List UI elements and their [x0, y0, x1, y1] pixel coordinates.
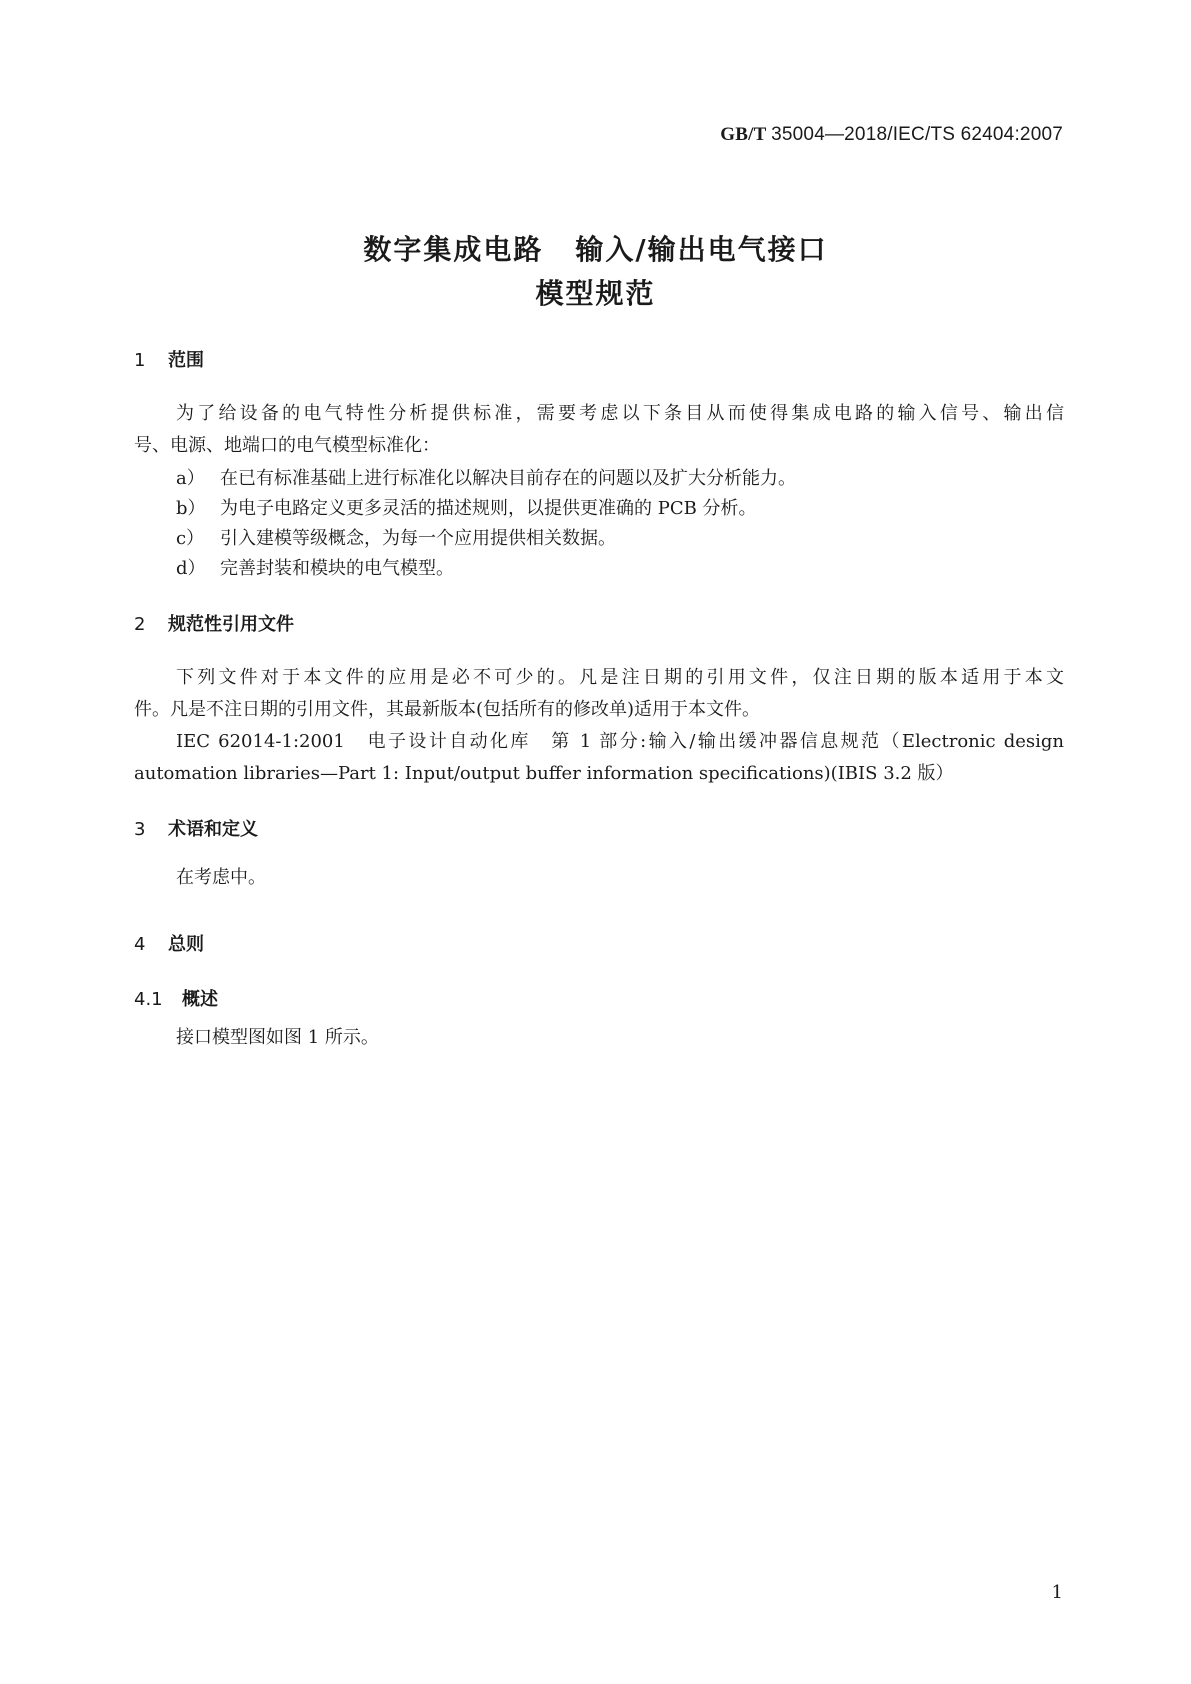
list-item — [176, 464, 796, 490]
section-1-paragraph — [134, 398, 1064, 462]
section-3-title: 术语和定义 — [168, 819, 258, 840]
section-1-paragraph-line1: 为了给设备的电气特性分析提供标准，需要考虑以下条目从而使得集成电路的输入信号、输出信 — [176, 403, 1064, 424]
section-3-paragraph-text: 在考虑中。 — [176, 867, 266, 888]
list-item-mark: b） — [176, 498, 206, 519]
section-2-heading — [134, 610, 294, 636]
section-3-paragraph — [134, 862, 1064, 894]
list-item-mark: d） — [176, 558, 206, 579]
document-subtitle — [0, 272, 1191, 312]
list-item-mark: a） — [176, 468, 205, 489]
section-4-heading — [134, 930, 204, 956]
list-item-text: 引入建模等级概念，为每一个应用提供相关数据。 — [220, 528, 616, 549]
section-4-1-paragraph — [134, 1022, 1064, 1054]
section-2-paragraph-line2: 件。凡是不注日期的引用文件，其最新版本(包括所有的修改单)适用于本文件。 — [134, 699, 761, 720]
standard-code-prefix: GB/T — [720, 124, 767, 145]
section-4-title: 总则 — [168, 934, 204, 955]
section-3-number: 3 — [134, 819, 146, 840]
title-line1-right: 输入/输出电气接口 — [575, 233, 828, 266]
standard-code — [720, 124, 1063, 146]
section-2-reference — [134, 726, 1064, 790]
list-item-text: 为电子电路定义更多灵活的描述规则，以提供更准确的 PCB 分析。 — [220, 498, 757, 519]
title-line2: 模型规范 — [535, 277, 656, 310]
section-2-paragraph-line1: 下列文件对于本文件的应用是必不可少的。凡是注日期的引用文件，仅注日期的版本适用于本文 — [176, 667, 1064, 688]
section-4-1-heading — [134, 985, 218, 1011]
section-2-reference-line2: automation libraries—Part 1: Input/output buffer information specifications)(IBIS 3.2 版） — [134, 763, 954, 784]
section-4-1-title: 概述 — [182, 989, 218, 1010]
section-2-reference-line1: IEC 62014-1:2001 电子设计自动化库 第 1 部分:输入/输出缓冲器信息规范（Electronic design — [176, 731, 1064, 752]
list-item — [176, 524, 616, 550]
title-line1-left: 数字集成电路 — [363, 233, 544, 266]
section-4-number: 4 — [134, 934, 146, 955]
section-4-1-number: 4.1 — [134, 989, 163, 1010]
section-2-number: 2 — [134, 614, 146, 635]
page-number: 1 — [1051, 1582, 1063, 1603]
list-item — [176, 554, 454, 580]
document-title — [0, 228, 1191, 268]
section-1-title: 范围 — [168, 350, 204, 371]
section-1-heading — [134, 346, 204, 372]
list-item-text: 在已有标准基础上进行标准化以解决目前存在的问题以及扩大分析能力。 — [220, 468, 796, 489]
list-item — [176, 494, 757, 520]
list-item-text: 完善封装和模块的电气模型。 — [220, 558, 454, 579]
section-2-paragraph — [134, 662, 1064, 726]
section-1-number: 1 — [134, 350, 146, 371]
section-4-1-paragraph-text: 接口模型图如图 1 所示。 — [176, 1027, 379, 1048]
section-1-paragraph-line2: 号、电源、地端口的电气模型标准化： — [134, 435, 440, 456]
list-item-mark: c） — [176, 528, 205, 549]
section-2-title: 规范性引用文件 — [168, 614, 294, 635]
standard-code-number: 35004—2018/IEC/TS 62404:2007 — [771, 124, 1063, 145]
section-3-heading — [134, 815, 258, 841]
